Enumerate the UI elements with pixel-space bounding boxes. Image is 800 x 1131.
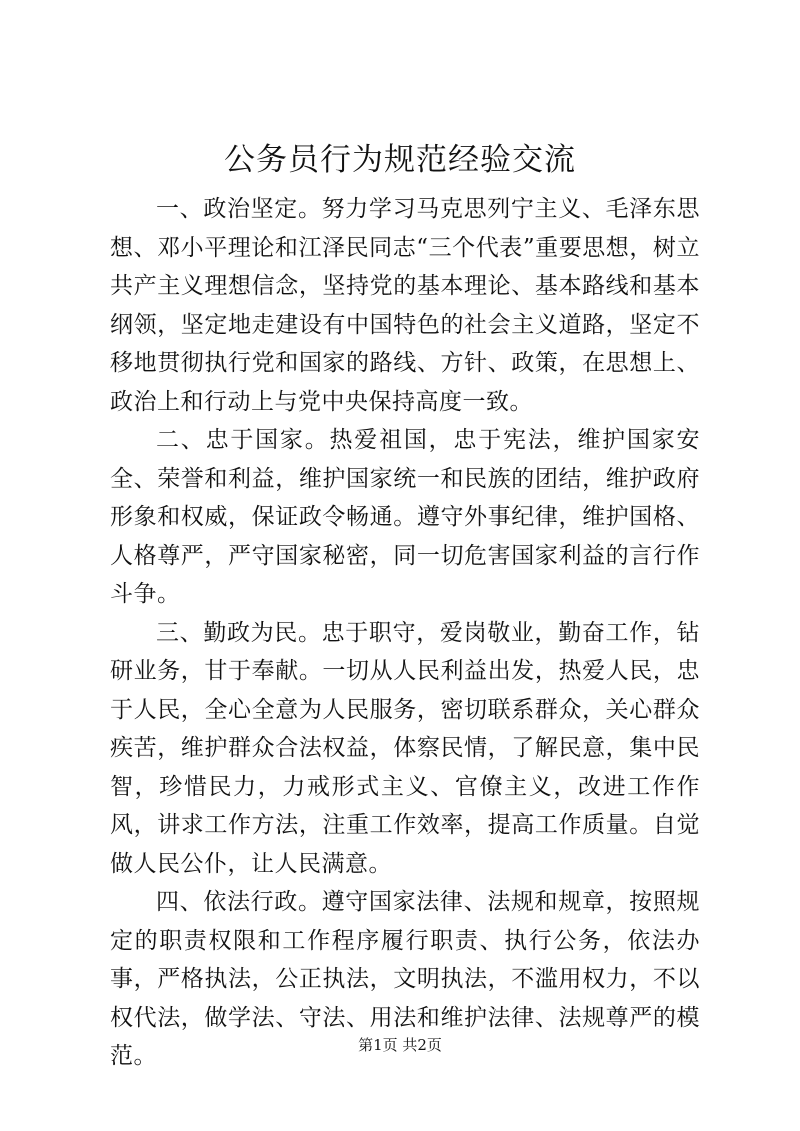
document-title: 公务员行为规范经验交流: [224, 142, 576, 178]
paragraph-political: 一、政治坚定。努力学习马克思列宁主义、毛泽东思想、邓小平理论和江泽民同志“三个代表”重要思想，树立共产主义理想信念，坚持党的基本理论、基本路线和基本纲领，坚定地走建设有中国特色的社会主义道路，坚定不移地贯彻执行党和国家的路线、方针、政策，在思想上、政治上和行动上与党中央保持高度一致。: [110, 196, 700, 415]
paragraph-loyalty: 二、忠于国家。热爱祖国，忠于宪法，维护国家安全、荣誉和利益，维护国家统一和民族的团结，维护政府形象和权威，保证政令畅通。遵守外事纪律，维护国格、人格尊严，严守国家秘密，同一切危害国家利益的言行作斗争。: [110, 427, 700, 607]
document-body: [110, 190, 700, 1076]
paragraph-lawful-administration: 四、依法行政。遵守国家法律、法规和规章，按照规定的职责权限和工作程序履行职责、执行公务，依法办事，严格执法，公正执法，文明执法，不滥用权力，不以权代法，做学法、守法、用法和维护法律、法规尊严的模范。: [110, 889, 700, 1069]
paragraph-diligence: 三、勤政为民。忠于职守，爱岗敬业，勤奋工作，钻研业务，甘于奉献。一切从人民利益出发，热爱人民，忠于人民，全心全意为人民服务，密切联系群众，关心群众疾苦，维护群众合法权益，体察民情，了解民意，集中民智，珍惜民力，力戒形式主义、官僚主义，改进工作作风，讲求工作方法，注重工作效率，提高工作质量。自觉做人民公仆，让人民满意。: [110, 619, 700, 877]
page-number-footer: 第1页 共2页: [358, 1036, 442, 1054]
